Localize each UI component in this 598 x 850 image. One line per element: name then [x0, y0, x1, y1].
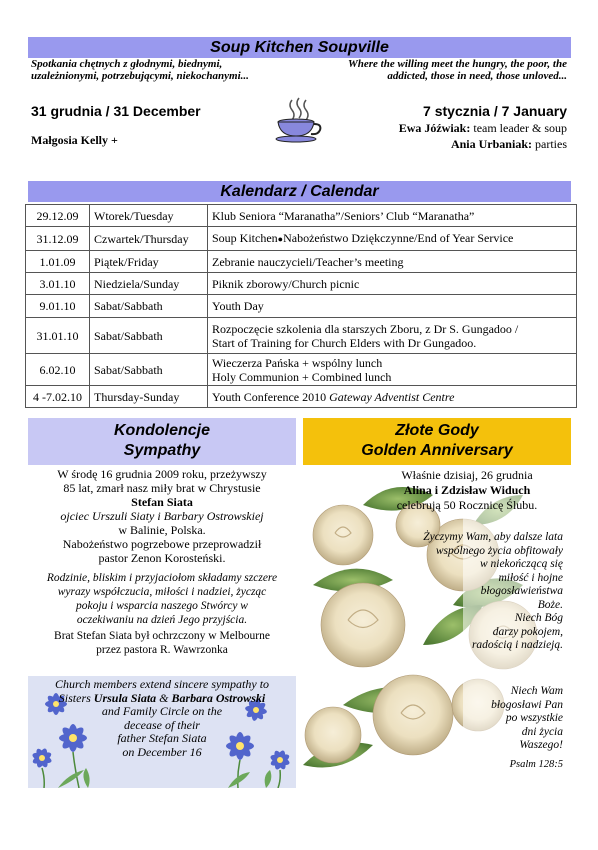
event-line: Rozpoczęcie szkolenia dla starszych Zboru, z Dr S. Gungadoo /	[212, 321, 519, 336]
wish-line: miłość i hojne	[498, 571, 563, 584]
blessing-line: dni życia	[521, 725, 563, 738]
anniversary-photo-area	[303, 465, 571, 791]
anniversary-wishes	[363, 531, 563, 653]
notice-line: pastor Zenon Korosteński.	[98, 551, 226, 565]
volunteer-role: team leader & soup	[473, 121, 567, 135]
calendar-banner: Kalendarz / Calendar	[28, 181, 571, 202]
table-row	[26, 227, 577, 251]
event-line: Wieczerza Pańska + wspólny lunch	[212, 355, 383, 370]
wish-line: wspólnego życia obfitowały	[435, 544, 563, 557]
sympathy-message	[28, 678, 296, 759]
sympathy-banner	[28, 418, 296, 465]
notice-line: W środę 16 grudnia 2009 roku, przeżywszy	[57, 467, 267, 481]
event-date: 9.01.10	[26, 295, 90, 318]
anniversary-blessing	[403, 685, 563, 753]
announcement-line: Właśnie dzisiaj, 26 grudnia	[401, 468, 533, 482]
soup-intro-english: Where the willing meet the hungry, the poor, the addicted, those in need, those unloved...	[347, 58, 567, 82]
bullet-icon: ●	[277, 234, 284, 244]
message-line: and Family Circle on the	[101, 704, 223, 718]
event-description: Zebranie nauczycieli/Teacher’s meeting	[208, 251, 577, 273]
event-date: 3.01.10	[26, 273, 90, 295]
wish-line: radością i nadzieją.	[471, 639, 563, 651]
notice-line: pokoju i wsparcia naszego Stwórcy w	[76, 600, 248, 612]
notice-line: wyrazy współczucia, miłości i nadziei, życząc	[57, 586, 267, 598]
anniversary-banner	[303, 418, 571, 465]
deceased-name: Stefan Siata	[131, 495, 193, 509]
event-description	[208, 227, 577, 251]
text-part: Ursula Siata	[93, 690, 157, 705]
blessing-line: Niech Wam	[510, 685, 563, 697]
blessing-line: po wszystkie	[505, 712, 563, 724]
event-date: 31.01.10	[26, 318, 90, 354]
soup-volunteer-left: Małgosia Kelly +	[31, 133, 118, 147]
text-part: Barbary Ostrowskiej	[163, 509, 264, 523]
event-day: Niedziela/Sunday	[90, 273, 208, 295]
event-date: 1.01.09	[26, 251, 90, 273]
event-description	[208, 386, 577, 408]
event-part: Soup Kitchen	[212, 231, 278, 245]
event-date: 29.12.09	[26, 205, 90, 227]
soup-intro-polish: Spotkania chętnych z głodnymi, biednymi, uzależnionymi, potrzebującymi, niekochanymi...	[31, 58, 249, 82]
notice-line: Rodzinie, bliskim i przyjaciołom składamy szczere	[46, 572, 278, 584]
sympathy-flower-box	[28, 676, 296, 788]
event-day: Thursday-Sunday	[90, 386, 208, 408]
text-part: Urszuli Siaty	[92, 509, 155, 523]
soup-kitchen-banner: Soup Kitchen Soupville	[28, 37, 571, 58]
sympathy-baptism	[28, 629, 296, 657]
event-day: Sabat/Sabbath	[90, 295, 208, 318]
wish-line: w niekończącą się	[479, 558, 563, 570]
announcement-line: celebrują 50 Rocznicę Ślubu.	[396, 498, 538, 512]
notice-line: przez pastora R. Wawrzonka	[96, 644, 228, 656]
soup-volunteer-right-1	[330, 121, 567, 136]
wish-line: darzy pokojem,	[492, 625, 563, 638]
table-row	[26, 318, 577, 354]
event-description	[208, 354, 577, 386]
table-row	[26, 205, 577, 227]
message-line: on December 16	[122, 744, 202, 759]
sympathy-condolences	[28, 571, 296, 627]
text-part: Sisters	[58, 690, 94, 705]
notice-line: w Balinie, Polska.	[118, 523, 206, 537]
event-date: 6.02.10	[26, 354, 90, 386]
event-description: Youth Day	[208, 295, 577, 318]
event-description: Klub Seniora “Maranatha”/Seniors’ Club “Maranatha”	[208, 205, 577, 227]
event-date: 31.12.09	[26, 227, 90, 251]
table-row	[26, 386, 577, 408]
notice-line: 85 lat, zmarł nasz miły brat w Chrystusie	[63, 481, 261, 495]
event-part: Nabożeństwo Dziękczynne/End of Year Service	[283, 231, 514, 245]
table-row	[26, 354, 577, 386]
couple-names: Alina i Zdzisław Widuch	[403, 483, 531, 497]
wish-line: Niech Bóg	[514, 612, 563, 624]
volunteer-name: Ania Urbaniak:	[450, 137, 532, 151]
event-line: Start of Training for Church Elders with Dr Gungadoo.	[212, 335, 477, 350]
event-day: Piątek/Friday	[90, 251, 208, 273]
anniversary-announcement	[363, 468, 571, 513]
event-description	[208, 318, 577, 354]
event-part: Youth Conference 2010	[212, 389, 330, 404]
teacup-icon	[272, 96, 324, 144]
event-date: 4 -7.02.10	[26, 386, 90, 408]
notice-line: Brat Stefan Siata był ochrzczony w Melbourne	[54, 630, 270, 642]
volunteer-name: Ewa Jóźwiak:	[398, 121, 471, 135]
message-line: Church members extend sincere sympathy to	[54, 677, 270, 691]
notice-line: oczekiwaniu na dzień Jego przyjścia.	[76, 614, 248, 626]
anniversary-title-english: Golden Anniversary	[361, 442, 513, 459]
notice-line	[28, 509, 296, 523]
wish-line: Boże.	[537, 598, 563, 611]
event-description: Piknik zborowy/Church picnic	[208, 273, 577, 295]
anniversary-title-polish: Złote Gody	[395, 422, 479, 439]
event-line: Holy Communion + Combined lunch	[212, 369, 392, 384]
sympathy-title-english: Sympathy	[123, 442, 201, 459]
notice-line: Nabożeństwo pogrzebowe przeprowadził	[62, 537, 262, 551]
soup-volunteer-right-2	[330, 137, 567, 152]
text-part: &	[156, 690, 172, 705]
event-venue: Gateway Adventist Centre	[329, 389, 455, 404]
blessing-line: błogosławi Pan	[491, 698, 563, 711]
wish-line: błogosławieństwa	[480, 585, 563, 597]
event-day: Sabat/Sabbath	[90, 318, 208, 354]
message-line: decease of their	[124, 717, 200, 732]
table-row	[26, 295, 577, 318]
text-part: i	[154, 509, 164, 523]
text-part: ojciec	[60, 509, 93, 523]
soup-date-right: 7 stycznia / 7 January	[423, 103, 567, 119]
calendar-table	[25, 204, 577, 408]
wish-line: Życzymy Wam, aby dalsze lata	[423, 531, 563, 543]
text-part: Barbara Ostrowski	[171, 690, 266, 705]
event-day: Sabat/Sabbath	[90, 354, 208, 386]
sympathy-title-polish: Kondolencje	[113, 422, 210, 439]
sympathy-notice	[28, 467, 296, 565]
event-day: Wtorek/Tuesday	[90, 205, 208, 227]
scripture-reference: Psalm 128:5	[509, 759, 563, 770]
blessing-line: Waszego!	[519, 739, 563, 751]
table-row	[26, 273, 577, 295]
message-line	[28, 692, 296, 706]
soup-date-left: 31 grudnia / 31 December	[31, 103, 201, 119]
event-day: Czwartek/Thursday	[90, 227, 208, 251]
table-row	[26, 251, 577, 273]
message-line: father Stefan Siata	[117, 731, 207, 745]
volunteer-role: parties	[535, 137, 567, 151]
